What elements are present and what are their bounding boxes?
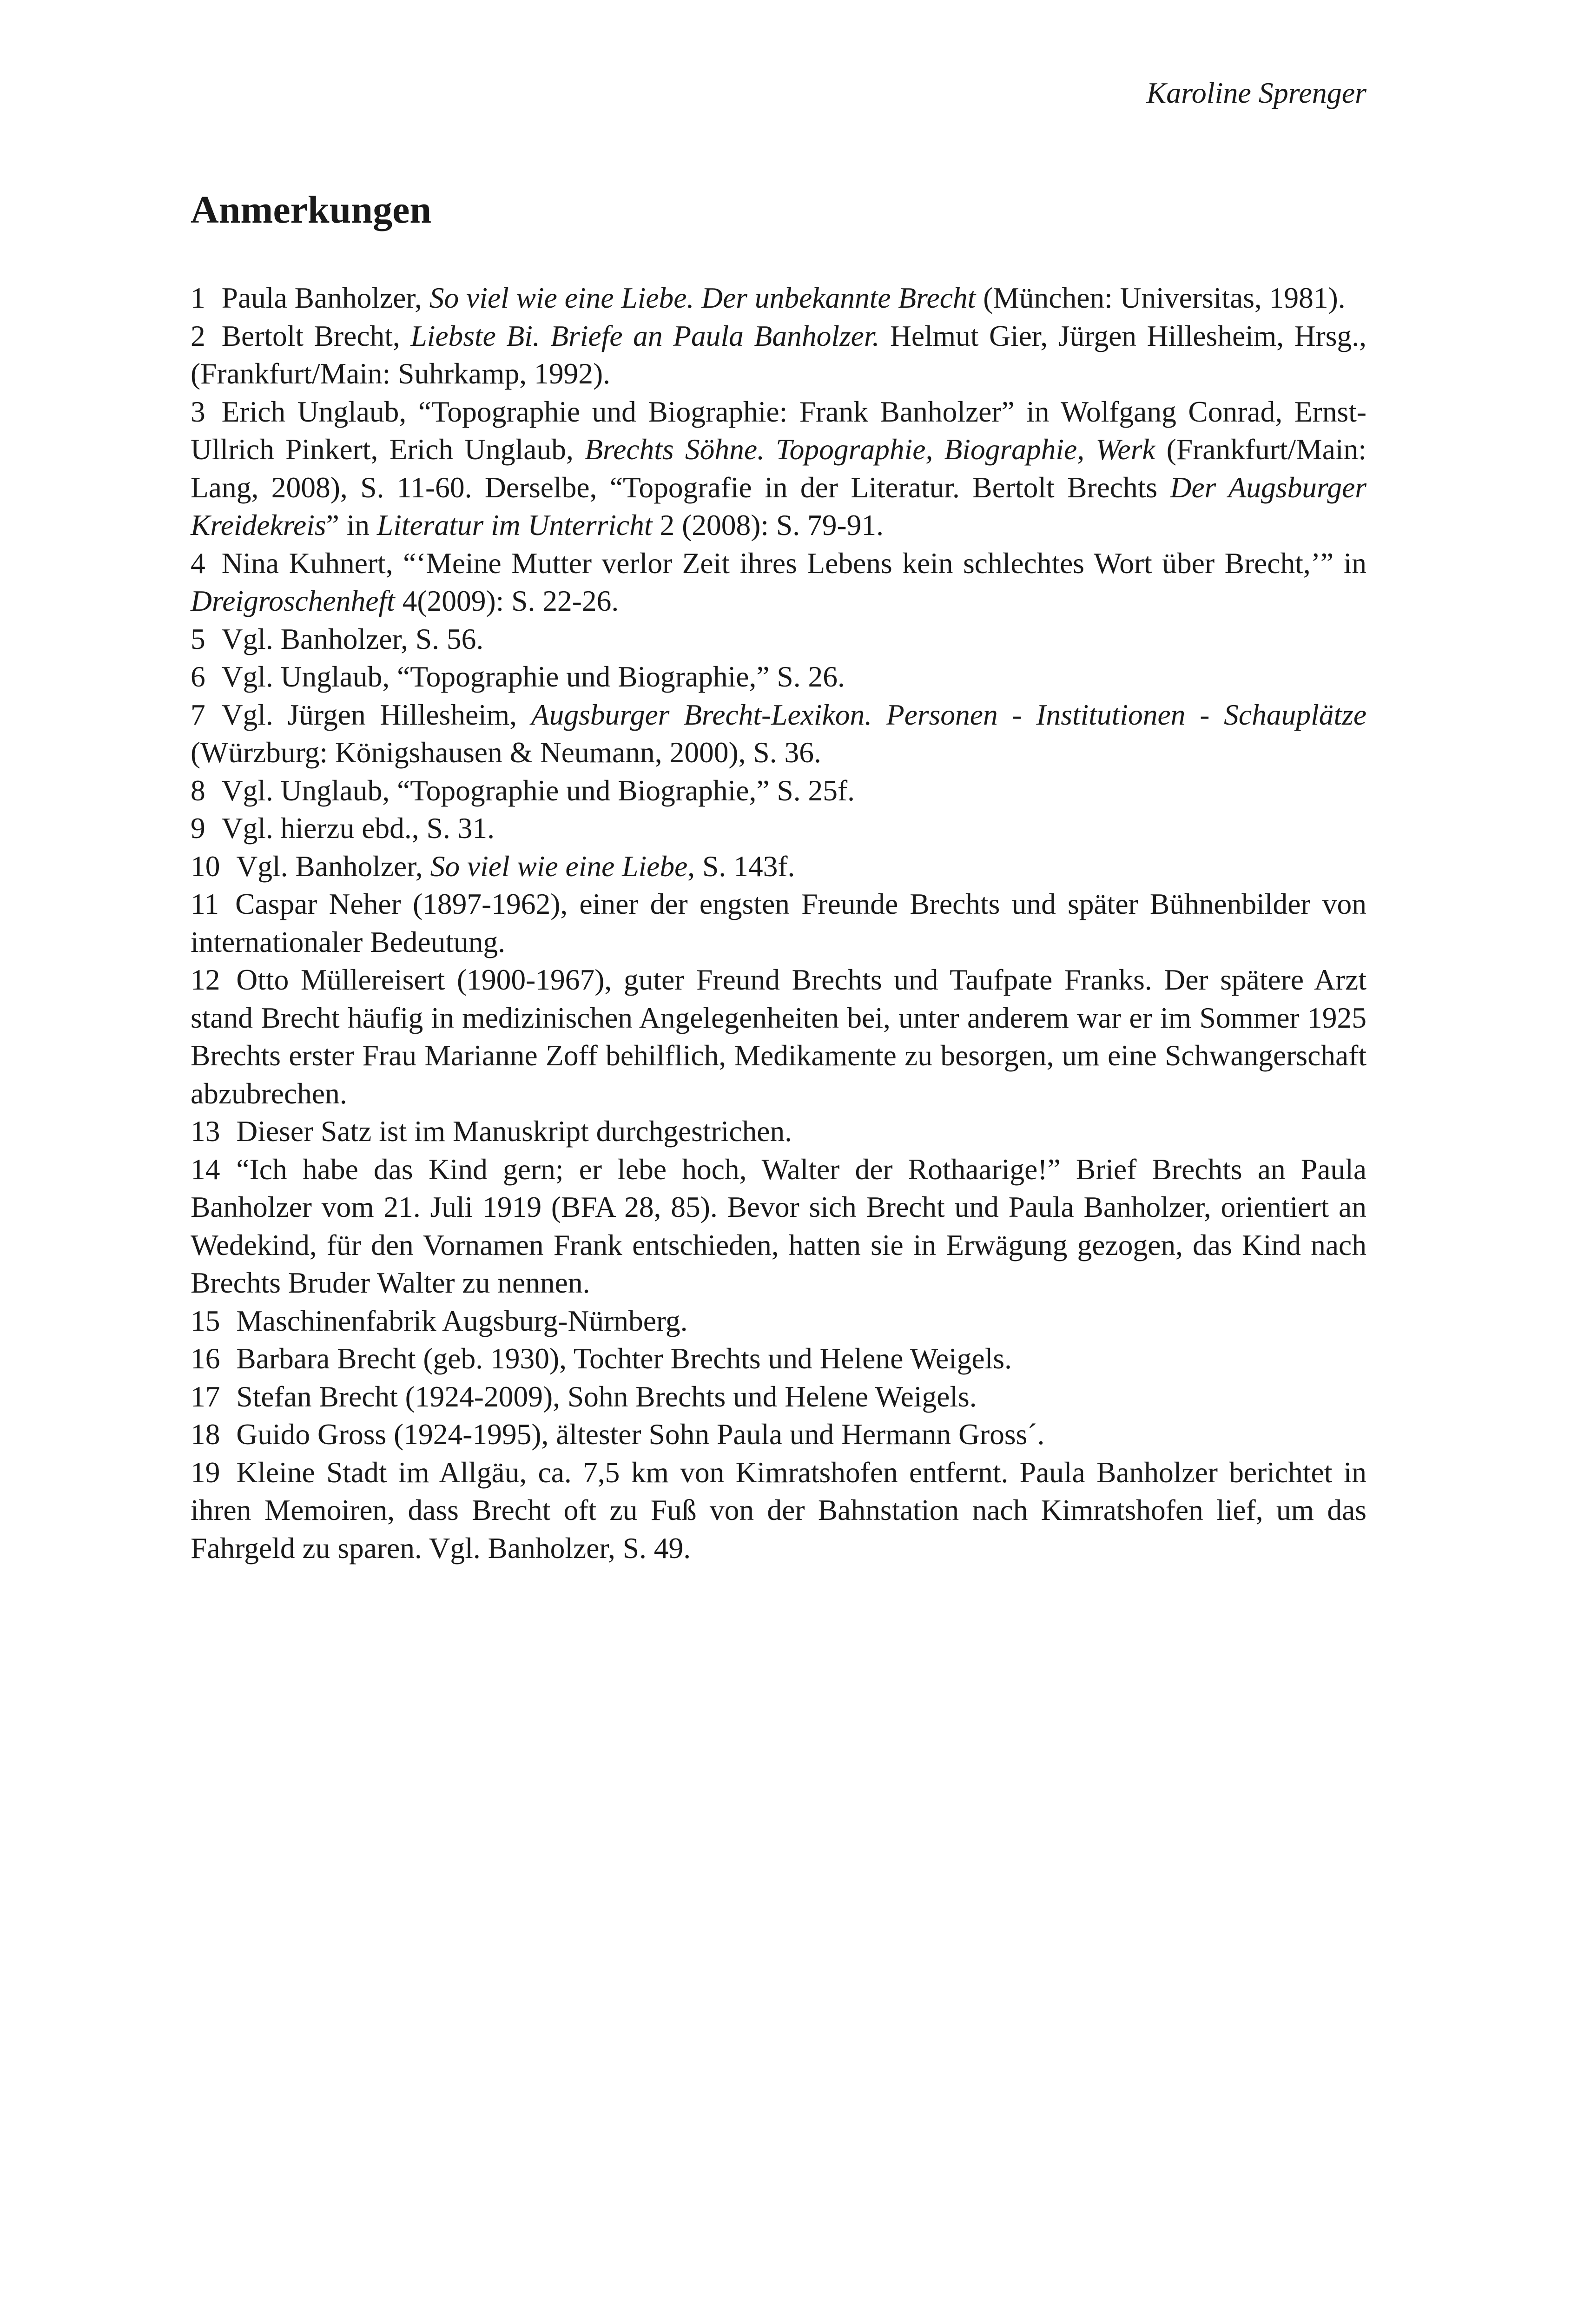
section-title: Anmerkungen: [191, 188, 432, 231]
endnote-number: 12: [191, 963, 220, 996]
endnote-14: [191, 1150, 1366, 1302]
endnote-italic-title: Der Augsburger Kreidekreis: [191, 470, 1367, 541]
endnote-text: (Frankfurt/Main: Lang, 2008), S. 11-60. Derselbe, “Topografie in der Literatur. Bertolt Brechts: [191, 433, 1366, 504]
endnote-12: [191, 961, 1366, 1112]
endnote-text: Helmut Gier, Jürgen Hillesheim, Hrsg., (Frankfurt/Main: Suhrkamp, 1992).: [191, 319, 1366, 390]
endnote-3: [191, 393, 1366, 544]
endnote-text: Caspar Neher (1897-1962), einer der engsten Freunde Brechts und später Bühnenbilder von internationaler Bedeutung.: [191, 887, 1366, 958]
endnote-text: Vgl. Banholzer, S. 56.: [221, 622, 484, 655]
endnote-number: 2: [191, 319, 205, 352]
endnote-text: (München: Universitas, 1981).: [976, 281, 1346, 314]
endnote-text: Vgl. Jürgen Hillesheim,: [221, 698, 531, 731]
endnote-text: Dieser Satz ist im Manuskript durchgestrichen.: [236, 1115, 792, 1148]
endnote-text: Barbara Brecht (geb. 1930), Tochter Brechts und Helene Weigels.: [236, 1342, 1012, 1375]
endnote-18: [191, 1415, 1366, 1453]
endnote-number: 11: [191, 887, 219, 920]
endnote-5: [191, 620, 1366, 658]
endnote-text: (Würzburg: Königshausen & Neumann, 2000), S. 36.: [191, 736, 821, 769]
endnote-text: Kleine Stadt im Allgäu, ca. 7,5 km von Kimratshofen entfernt. Paula Banholzer berichtet in ihren Memoiren, dass Brecht oft zu Fuß von der Bahnstation nach Kimratshofen lief, um das Fahrgeld zu sparen. Vgl. Banholzer, S. 49.: [191, 1455, 1366, 1565]
endnote-number: 16: [191, 1342, 220, 1375]
endnote-text: Nina Kuhnert, “‘Meine Mutter verlor Zeit ihres Lebens kein schlechtes Wort über Brecht,’” in: [221, 546, 1366, 580]
endnote-number: 3: [191, 395, 205, 428]
endnote-number: 15: [191, 1304, 220, 1337]
endnote-number: 6: [191, 660, 205, 693]
endnote-6: [191, 658, 1366, 696]
endnote-19: [191, 1453, 1366, 1567]
endnote-text: 4(2009): S. 22-26.: [395, 584, 619, 617]
endnote-15: [191, 1302, 1366, 1340]
endnote-italic-title: Dreigroschenheft: [191, 584, 395, 617]
endnote-italic-title: Literatur im Unterricht: [376, 508, 653, 541]
endnote-text: , S. 143f.: [687, 849, 795, 883]
endnotes-list: [191, 279, 1366, 1567]
endnote-number: 4: [191, 546, 205, 580]
endnote-2: [191, 317, 1366, 393]
endnote-number: 1: [191, 281, 205, 314]
endnote-text: Bertolt Brecht,: [221, 319, 411, 352]
endnote-italic-title: Brechts Söhne. Topographie, Biographie, Werk: [585, 433, 1155, 466]
endnote-1: [191, 279, 1366, 317]
endnote-text: Vgl. hierzu ebd., S. 31.: [221, 812, 495, 845]
endnote-10: [191, 847, 1366, 885]
endnote-italic-title: Liebste Bi. Briefe an Paula Banholzer.: [410, 319, 880, 352]
endnote-number: 5: [191, 622, 205, 655]
endnote-7: [191, 696, 1366, 772]
endnote-8: [191, 772, 1366, 810]
running-head-author: Karoline Sprenger: [1146, 76, 1366, 109]
endnote-text: Erich Unglaub, “Topographie und Biographie: Frank Banholzer” in Wolfgang Conrad, Ernst-Ullrich Pinkert, Erich Unglaub,: [191, 395, 1366, 466]
endnote-text: “Ich habe das Kind gern; er lebe hoch, Walter der Rothaarige!” Brief Brechts an Paula Banholzer vom 21. Juli 1919 (BFA 28, 85). Bevor sich Brecht und Paula Banholzer, orientiert an Wedekind, für den Vornamen Frank entschieden, hatten sie in Erwägung gezogen, das Kind nach Brechts Bruder Walter zu nennen.: [191, 1152, 1366, 1299]
endnote-number: 13: [191, 1115, 220, 1148]
endnote-italic-title: So viel wie eine Liebe: [430, 849, 688, 883]
endnote-text: Stefan Brecht (1924-2009), Sohn Brechts und Helene Weigels.: [236, 1380, 977, 1413]
endnote-text: Vgl. Unglaub, “Topographie und Biographie,” S. 25f.: [221, 773, 855, 807]
endnote-text: ” in: [326, 508, 377, 541]
endnote-text: Guido Gross (1924-1995), ältester Sohn Paula und Hermann Gross´.: [236, 1418, 1045, 1451]
endnote-number: 19: [191, 1455, 220, 1489]
endnote-text: Otto Müllereisert (1900-1967), guter Freund Brechts und Taufpate Franks. Der spätere Arzt stand Brecht häufig in medizinischen Angelegenheiten bei, unter anderem war er im Sommer 1925 Brechts erster Frau Marianne Zoff behilflich, Medikamente zu besorgen, um eine Schwangerschaft abzubrechen.: [191, 963, 1366, 1110]
endnote-number: 8: [191, 773, 205, 807]
endnote-number: 7: [191, 698, 205, 731]
endnote-text: Maschinenfabrik Augsburg-Nürnberg.: [236, 1304, 688, 1337]
endnote-number: 9: [191, 812, 205, 845]
endnote-italic-title: Augsburger Brecht-Lexikon. Personen - Institutionen - Schauplätze: [531, 698, 1367, 731]
endnote-number: 10: [191, 849, 220, 883]
endnote-text: Paula Banholzer,: [221, 281, 429, 314]
endnote-number: 14: [191, 1152, 220, 1186]
endnote-13: [191, 1112, 1366, 1150]
endnote-9: [191, 809, 1366, 847]
endnote-4: [191, 544, 1366, 620]
endnote-italic-title: So viel wie eine Liebe. Der unbekannte Brecht: [429, 281, 976, 314]
endnote-text: Vgl. Unglaub, “Topographie und Biographie,” S. 26.: [221, 660, 845, 693]
endnote-text: Vgl. Banholzer,: [236, 849, 430, 883]
endnote-number: 17: [191, 1380, 220, 1413]
endnote-number: 18: [191, 1418, 220, 1451]
endnote-text: 2 (2008): S. 79-91.: [652, 508, 884, 541]
endnote-17: [191, 1378, 1366, 1416]
endnote-16: [191, 1340, 1366, 1378]
endnote-11: [191, 885, 1366, 961]
